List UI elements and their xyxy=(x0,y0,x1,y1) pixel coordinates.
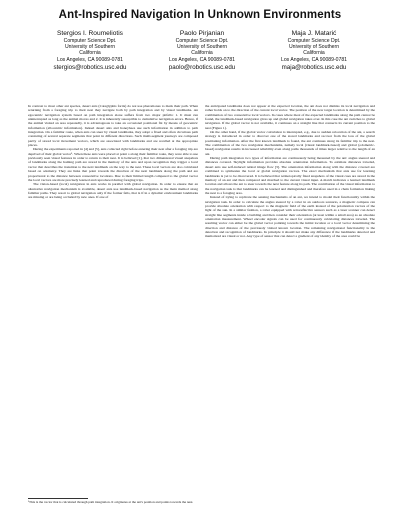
author-univ-state: California xyxy=(79,50,101,57)
author-1 xyxy=(34,30,146,72)
paragraph: In contrast to most other ant species, desert ants (Cataglyphis fortis) do not use pheromones to mark their path. When returning from a foraging trip to their nest they navigate both by path integration and by visual landmarks. An egocentric navigation system based on path integration alone suffers from two major pitfalls: 1. It must run uninterrupted as long as the animal moves and 2. It is inherently susceptible to cumulative navigation errors. Hence, if the animal visited an area repeatedly, it is advantageous to take an occasional positional fix by means of geocentric information (allocentric information). Indeed desert ants and honeybees use such information in addition to path integration. On a familiar route, when ants can steer by visual landmarks, they adopt a fixed and often circuitous path consisting of several separate segments that point in different directions. Such multi-segment journeys are composed partly of stored local movement vectors, which are associated with landmarks and are recalled at the appropriate places. xyxy=(28,104,198,148)
author-name: Stergios I. Roumeliotis xyxy=(57,30,123,37)
author-3 xyxy=(258,30,370,72)
paragraph: During the experiments reported in [4] and [5], ants collected right before entering their nest after a foraging trip are deprived of their global vector¹. When these ants were placed at point s along their familiar route, they were able to use previously seen visual features in order to return to their nest. It is believed [1], that two dimensional visual snapshots of landmarks along the homing path are stored in the memory of the ants and upon recognition they trigger a local vector that describes the transition to the next landmark on the way to the nest. These local vectors are also calculated based on odometry. They are links that point towards the direction of the next landmark along the path and are proportional to the distance between consecutive locations. Due to their limited length compared to the global vector the local vectors are more precisely learned and reproduced during foraging trips. xyxy=(28,147,198,182)
author-univ: University of Southern xyxy=(176,44,228,51)
author-dept: Computer Science Dpt. xyxy=(63,38,117,44)
author-dept: Computer Science Dpt. xyxy=(175,38,229,44)
author-dept: Computer Science Dpt. xyxy=(287,38,341,44)
author-email: paolo@robotics.usc.edu xyxy=(168,63,236,71)
paper-title: Ant-Inspired Navigation In Unknown Environments xyxy=(58,9,342,21)
author-name: Paolo Pirjanian xyxy=(179,30,225,37)
paragraph: Instead of trying to replicate the sensing mechanisms of an ant, we intend to model their functionality within the navigation task. In order to calculate the angles steered by a robot in an outdoors scenario, a magnetic compass can provide absolute orientation with respect to the magnetic field of the earth instead of the polarization vectors of the light of the sun. In a similar fashion, a robot equipped with retroreflective sensors such as a laser scanner can detect straight line segments inside a building and then consider their orientation (at least within a small area) as an absolute orientation measurement. Wheel encoder signals can be used for continuously calculating distances traveled. The resulting vector can either be the global vector pointing towards the initial location or a local vector determining the direction and distance of the previously visited known location. The remaining navigational functionality is the detection and recognition of landmarks. In principle it should not make any difference if the landmarks detected and memorized are visual or not. Any type of sensor that can detect a gradient of any identity of the area could be xyxy=(205,195,375,239)
author-email: stergios@robotics.usc.edu xyxy=(53,63,127,71)
paragraph: The vision-based (local) navigation in ants works in parallel with global navigation. In order to ensure that an alternative navigation mechanism is available, desert ants use landmark-based navigation as the main method along familiar paths. They resort to global navigation only if the former fails, that is if in a dynamic environment landmarks are missing or are being occluded by new ones. If one of xyxy=(28,182,198,200)
right-column xyxy=(205,104,375,239)
paragraph: the anticipated landmarks does not appear at the expected location, the ant does not dismiss its local navigation and rather holds on to the direction of the current local vector. The position of the new target location is determined by the combination of two consecutive local vectors. In cases where most of the expected landmarks along the path cannot be found, the landmark-based navigation gives up and global navigation takes over. In this case the ant switches to global navigation. If the global vector is not available, it continues on a straight line that connects its current position to the nest (Figure 1). xyxy=(205,104,375,130)
paragraph: During path integration two types of information are continuously being measured by the ant: angles steered and distances covered. Skylight information provides absolute orientation information. To estimate distances traveled, desert ants use self-induced retinal image flow [3]. The orientation information along with the distance covered are combined to synthesize the local or global navigation vectors. The exact mechanism that ants use for learning landmarks is yet to be discovered. It is believed that retinotopically fixed snapshots of the visual cues are stored in the memory of an ant and then compared and matched to the current visual input. A match indicates a learned landmark location and allows the ant to steer towards the next feature along its path. The contribution of the visual information to the navigation task is that landmarks can be learned and distinguished and therefore used in a chain formation linking the nest to a foraging area. xyxy=(205,156,375,195)
author-address: Los Angeles, CA 90089-0781 xyxy=(169,56,235,63)
author-univ-state: California xyxy=(191,50,213,57)
author-block xyxy=(34,30,370,72)
author-address: Los Angeles, CA 90089-0781 xyxy=(281,56,347,63)
author-email: maja@robotics.usc.edu xyxy=(281,63,347,71)
author-univ: University of Southern xyxy=(64,44,116,51)
author-2 xyxy=(146,30,258,72)
author-name: Maja J. Matarić xyxy=(291,30,337,37)
author-univ-state: California xyxy=(303,50,325,57)
author-univ: University of Southern xyxy=(288,44,340,51)
footnote-rule xyxy=(28,498,88,499)
left-column xyxy=(28,104,198,200)
author-address: Los Angeles, CA 90089-0781 xyxy=(57,56,123,63)
paragraph: On the other hand, if the global vector calculation is interrupted, e.g., due to sudden relocation of the ant, a search strategy is introduced in order to discover one of the stored landmarks and recover from the loss of the global positioning information. After the first known landmark is found, the ant continues along its familiar trip to the nest. The combination of the two navigation mechanisms, namely local (visual landmark-based) and global (odometric-based) navigation results in increased reliability even along paths thousands of times larger relative to the length of an ant. xyxy=(205,130,375,156)
footnote: ¹This is the vector that is calculated through path integration. It originates at the ant's position and points towards the nest. xyxy=(28,500,194,504)
